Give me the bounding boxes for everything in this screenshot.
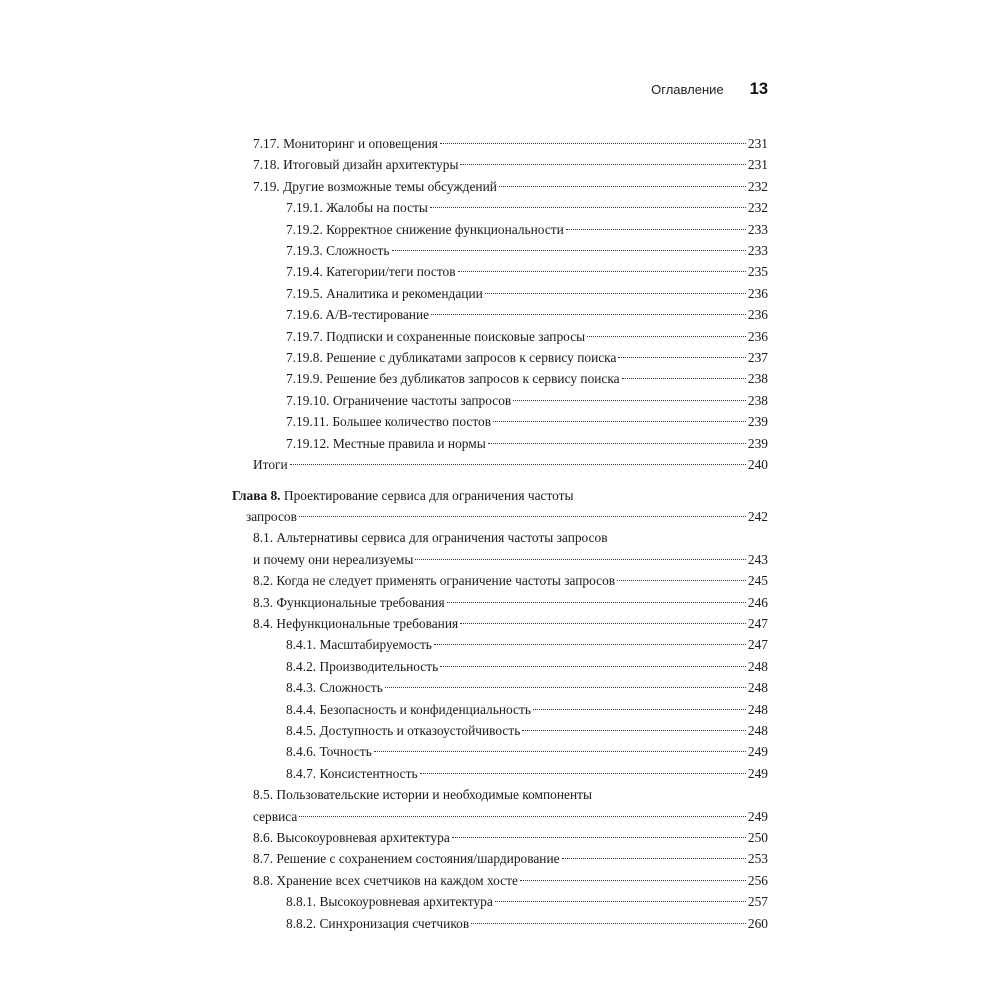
toc-entry-label: 8.4.4. Безопасность и конфиденциальность [286, 701, 531, 717]
dot-leader [434, 644, 746, 645]
toc-entry[interactable] [232, 870, 768, 891]
toc-entry-page: 248 [747, 658, 768, 674]
toc-entry[interactable] [232, 827, 768, 848]
toc-entry-label: 8.4.1. Масштабируемость [286, 637, 432, 653]
toc-entry[interactable] [232, 347, 768, 368]
toc-entry-page: 231 [747, 157, 768, 173]
dot-leader [440, 143, 746, 144]
toc-entry-label: 7.19.9. Решение без дубликатов запросов к сервису поиска [286, 371, 620, 387]
dot-leader [460, 623, 746, 624]
toc-entry[interactable] [232, 433, 768, 454]
toc-entry-label: 8.4.2. Производительность [286, 658, 439, 674]
toc-entry-page: 250 [747, 830, 768, 845]
toc-entry-label: 8.8. Хранение всех счетчиков на каждом хосте [253, 872, 518, 888]
chapter-prefix: Глава 8. [232, 487, 281, 503]
dot-leader [495, 901, 746, 902]
toc-entry[interactable] [232, 304, 768, 325]
toc-entry[interactable] [232, 848, 768, 869]
toc-entry[interactable] [232, 261, 768, 282]
dot-leader [452, 837, 746, 838]
toc-entry-label: 8.4.5. Доступность и отказоустойчивость [286, 722, 521, 738]
toc-entry-page: 247 [747, 615, 768, 631]
toc-entry-page: 239 [747, 435, 768, 451]
dot-leader [392, 250, 746, 251]
toc-entry-label: 8.8.1. Высокоуровневая архитектура [286, 894, 493, 910]
toc-entry[interactable] [232, 763, 768, 784]
chapter-title: Проектирование сервиса для ограничения частоты [283, 487, 574, 503]
toc-entry[interactable] [232, 326, 768, 347]
dot-leader [385, 687, 746, 688]
toc-entry-page: 237 [747, 350, 768, 366]
dot-leader [440, 666, 746, 667]
toc-entry-label: 7.19.12. Местные правила и нормы [286, 435, 486, 451]
toc-entry-label: 8.4.3. Сложность [286, 680, 383, 696]
toc-entry-label: 8.2. Когда не следует применять ограничение частоты запросов [253, 573, 616, 589]
toc-entry[interactable] [232, 656, 768, 677]
toc-entry-label: 8.6. Высокоуровневая архитектура [253, 830, 450, 845]
toc-entry-page: 243 [747, 551, 768, 567]
toc-entry-label-continuation: и почему они нереализуемы [253, 551, 414, 567]
toc-entry[interactable] [232, 283, 768, 304]
dot-leader [458, 271, 746, 272]
toc-entry[interactable] [232, 741, 768, 762]
dot-leader [533, 709, 746, 710]
toc-entry-page: 248 [747, 722, 768, 738]
chapter-title-continuation: запросов [246, 508, 297, 524]
toc-entry-page: 253 [747, 851, 768, 867]
toc-chapter-entry[interactable] [232, 485, 768, 528]
dot-leader [513, 400, 746, 401]
toc-entry-page: 236 [747, 328, 768, 344]
dot-leader [622, 378, 746, 379]
running-head [232, 80, 768, 99]
dot-leader [374, 751, 746, 752]
toc-entry[interactable] [232, 133, 768, 154]
chapter-title-line [232, 485, 768, 506]
toc-entry[interactable] [232, 176, 768, 197]
toc-entry[interactable] [232, 454, 768, 475]
toc-entry-page: 232 [747, 200, 768, 216]
toc-entry-page: 236 [747, 285, 768, 301]
toc-entry-page: 257 [747, 894, 768, 910]
toc-entry-page: 240 [747, 457, 768, 473]
toc-entry-label: 8.3. Функциональные требования [253, 594, 445, 610]
dot-leader [299, 516, 746, 517]
toc-entry-label: 7.19.1. Жалобы на посты [286, 200, 428, 216]
toc-entry[interactable] [232, 699, 768, 720]
toc-entry[interactable] [232, 784, 768, 827]
toc-entry[interactable] [232, 720, 768, 741]
toc-entry[interactable] [232, 613, 768, 634]
dot-leader [299, 816, 746, 817]
dot-leader [522, 730, 746, 731]
toc-entry-label: 7.17. Мониторинг и оповещения [253, 136, 438, 151]
toc-entry-page: 232 [747, 178, 768, 194]
dot-leader [471, 923, 746, 924]
toc-entry-label: 8.1. Альтернативы сервиса для ограничения частоты запросов [253, 530, 608, 546]
toc-entry-page: 233 [747, 221, 768, 237]
toc-entry-label: 7.19.7. Подписки и сохраненные поисковые запросы [286, 328, 586, 344]
toc-entry-page: 242 [747, 508, 768, 524]
toc-entry-page: 245 [747, 573, 768, 589]
dot-leader [617, 580, 746, 581]
running-head-title: Оглавление [651, 82, 724, 97]
toc-entry-label-continuation: сервиса [253, 808, 298, 824]
toc-entry[interactable] [232, 197, 768, 218]
toc-entry[interactable] [232, 219, 768, 240]
toc-entry-label: 8.7. Решение с сохранением состояния/шардирование [253, 851, 560, 867]
toc-entry-page: 238 [747, 371, 768, 387]
toc-entry-page: 233 [747, 243, 768, 259]
toc-entry-label: 7.19.11. Большее количество постов [286, 414, 492, 430]
toc-entry-label: 7.19.10. Ограничение частоты запросов [286, 392, 512, 408]
dot-leader [520, 880, 746, 881]
dot-leader [488, 443, 746, 444]
toc-entry[interactable] [232, 411, 768, 432]
dot-leader [587, 336, 746, 337]
toc-entry-page: 249 [747, 744, 768, 760]
dot-leader [566, 229, 746, 230]
toc-entry-label: 7.19.6. A/B-тестирование [286, 307, 430, 323]
toc-entry-label: 8.4.6. Точность [286, 744, 372, 760]
toc-entry-page: 249 [747, 808, 768, 824]
dot-leader [562, 858, 746, 859]
toc-entry-page: 236 [747, 307, 768, 323]
toc-entry-label: 7.19.3. Сложность [286, 243, 390, 259]
dot-leader [420, 773, 746, 774]
dot-leader [460, 164, 745, 165]
toc-entry[interactable] [232, 891, 768, 912]
toc-entry[interactable] [232, 677, 768, 698]
dot-leader [290, 464, 746, 465]
toc-entry-label: 8.4. Нефункциональные требования [253, 615, 459, 631]
toc-entry-page: 246 [747, 594, 768, 610]
toc-entry-page: 239 [747, 414, 768, 430]
toc-entry-page: 238 [747, 392, 768, 408]
toc-entry-page: 256 [747, 872, 768, 888]
dot-leader [485, 293, 746, 294]
toc-entry[interactable] [232, 390, 768, 411]
dot-leader [431, 314, 746, 315]
toc-entry[interactable] [232, 368, 768, 389]
toc-entry-page: 235 [747, 264, 768, 280]
toc-entry-label: 8.8.2. Синхронизация счетчиков [286, 915, 470, 931]
toc-entry-label: 7.19.8. Решение с дубликатами запросов к сервису поиска [286, 350, 617, 366]
toc-entry-page: 260 [747, 915, 768, 931]
toc-entry-label: 7.18. Итоговый дизайн архитектуры [253, 157, 459, 173]
toc-entry-page: 248 [747, 701, 768, 717]
dot-leader [430, 207, 746, 208]
toc-entry-label: Итоги [253, 457, 288, 473]
toc-entry[interactable] [232, 634, 768, 655]
dot-leader [499, 186, 746, 187]
toc-entry-page: 249 [747, 765, 768, 781]
page-number: 13 [749, 80, 768, 98]
toc-entry[interactable] [232, 240, 768, 261]
toc-entry[interactable] [232, 592, 768, 613]
toc-entry-page: 248 [747, 680, 768, 696]
toc-entry[interactable] [232, 570, 768, 591]
dot-leader [618, 357, 745, 358]
toc-entry-page: 247 [747, 637, 768, 653]
toc-entry[interactable] [232, 154, 768, 175]
toc-entry-label: 7.19.4. Категории/теги постов [286, 264, 456, 280]
toc-entry-label: 7.19.5. Аналитика и рекомендации [286, 285, 483, 301]
table-of-contents [232, 133, 768, 934]
dot-leader [493, 421, 746, 422]
toc-entry[interactable] [232, 913, 768, 934]
toc-entry-label: 7.19.2. Корректное снижение функциональности [286, 221, 564, 237]
toc-entry-label: 8.4.7. Консистентность [286, 765, 418, 781]
toc-entry-page: 231 [747, 136, 768, 151]
toc-entry[interactable] [232, 527, 768, 570]
toc-entry-label: 7.19. Другие возможные темы обсуждений [253, 178, 497, 194]
dot-leader [415, 559, 746, 560]
dot-leader [447, 602, 746, 603]
toc-entry-label: 8.5. Пользовательские истории и необходимые компоненты [253, 787, 592, 803]
